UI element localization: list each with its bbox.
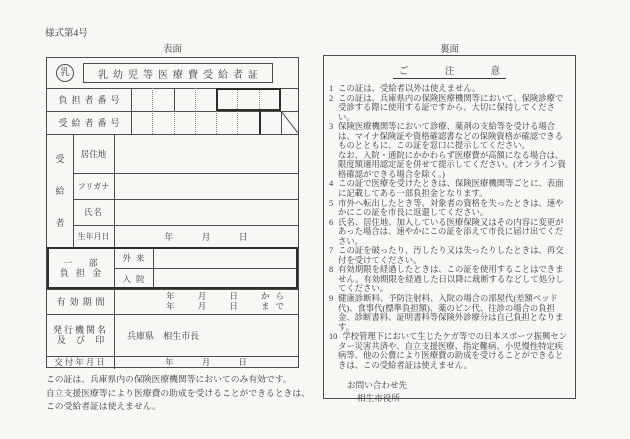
furigana-label: フリガナ: [77, 181, 110, 191]
notice-item-text: 氏名、居住地、加入している医療保険又はその内容に変更があった場合は、速やかにこの証を添えて市長に届け出てください。: [338, 217, 564, 246]
notice-item-text: 保険医療機関等において診療、薬剤の支給等を受ける場合は、マイナ保険証や資格確認書などの保険資格が確認できるものとともに、この証を窓口に提示してください。: [338, 122, 564, 151]
front-footnotes: [46, 373, 310, 414]
issuer-value: 兵庫県 相生市長: [127, 330, 200, 341]
valid-from: 年 月 日 から: [166, 290, 290, 301]
notice-item: [329, 94, 570, 123]
payer-number-label: 負担者番号: [58, 95, 124, 105]
back-notice-panel: [323, 55, 576, 404]
issuer-label-line1: 発行機関名: [52, 324, 108, 335]
digit-separator: [237, 111, 238, 134]
inpatient-label: 入院: [122, 273, 150, 284]
issue-date-label: 交付年月日: [54, 356, 107, 367]
front-footnote-1: この証は、兵庫県内の保険医療機関等においてのみ有効です。: [46, 374, 292, 384]
notice-item-text: 有効期限を経過したときは、この証を使用することはできません。有効期限を経過した日以降に裁断するなどして処分してください。: [338, 265, 564, 294]
contact-value: 相生市役所: [357, 393, 400, 404]
notice-item-text: 学校管理下において生じたケガ等での日本スポーツ振興センター災害共済や、自立支援医療、指定難病、小児慢性特定疾病等、他の公費により医療費の助成を受けることができるときは、この受給者証は使えません。: [338, 332, 568, 370]
notice-item: [329, 122, 570, 151]
notice-item-number: 1: [329, 84, 334, 93]
digit-separator: [237, 88, 238, 111]
notice-item: [329, 294, 570, 332]
copay-label: [47, 247, 114, 289]
digit-separator: [152, 111, 153, 134]
copay-label-line2: 負 担 金: [59, 268, 102, 278]
birthdate-value: 年 月 日: [164, 231, 248, 242]
digit-separator: [195, 111, 196, 134]
notice-item-number: 9: [329, 294, 334, 304]
notice-item-text: この証で医療を受けたときは、保険医療機関等ごとに、表面に記載してある一部負担金となります。: [338, 179, 564, 199]
digit-separator: [259, 111, 261, 134]
notice-item-number: 3: [329, 122, 334, 132]
notice-item-number: 2: [329, 93, 334, 103]
notice-item-number: 7: [329, 246, 334, 256]
notice-item-text: 健康診断料、予防注射料、入院の場合の部屋代(差額ベッド代)、食事代(標準負担額)、薬のビン代、往診の場合の負担金、診断書料、証明書料等保険外診療分は自己負担となります。: [338, 294, 564, 332]
notice-item-number: 8: [329, 265, 334, 275]
notice-item-number: 6: [329, 217, 334, 227]
digit-separator: [195, 88, 196, 111]
notice-item: [329, 246, 570, 265]
notice-item: [329, 218, 570, 247]
copay-label-line1: 一 部: [63, 257, 98, 268]
valid-period-label: 有効期間: [56, 297, 109, 307]
notice-item: [329, 199, 570, 218]
notice-title: [329, 63, 570, 79]
valid-to: 年 月 日 まで: [166, 300, 290, 311]
recipient-group-char: 受: [55, 153, 65, 164]
notice-item-number: 10: [329, 332, 338, 342]
certificate-title: 乳幼児等医療費受給者証: [83, 63, 273, 83]
digit-separator: [174, 111, 175, 134]
notice-item-text: 市外へ転出したとき等、対象者の資格を失ったときは、速やかにこの証を市長に返還してください。: [338, 198, 564, 218]
notice-item-text: なお、入院・通院にかかわらず医療費が高額になる場合は、限度額適用認定証を併せて提示してください。(オンライン資格確認ができる場合を除く。): [338, 150, 566, 179]
recipient-number-label: 受給者番号: [58, 118, 124, 128]
digit-separator: [174, 88, 175, 111]
issue-date-value: 年 月 日: [165, 356, 247, 367]
notice-item: [329, 84, 570, 94]
recipient-group-label: [47, 134, 73, 247]
notice-item: [329, 332, 570, 370]
recipient-group-char: 給: [55, 185, 65, 196]
notice-item-number: 5: [329, 198, 334, 208]
front-table: [46, 57, 299, 368]
issuer-label: [47, 314, 114, 356]
notice-title-text: ご 注 意: [393, 63, 506, 79]
front-side-label: 表面: [162, 45, 182, 55]
notice-item-text: この証は、受給者以外は使えません。: [338, 84, 481, 93]
name-label: 氏名: [83, 207, 103, 217]
form-number: 様式第4号: [45, 29, 88, 39]
back-side-label: 裏面: [439, 45, 459, 55]
birthdate-label: 生年月日: [77, 231, 110, 241]
stamp-circle-mark: 乳: [56, 64, 74, 82]
issuer-label-line2: 及 び 印: [56, 335, 105, 345]
notice-item-text: この証を破ったり、汚したり又は失ったりしたときは、再交付を受けてください。: [338, 246, 564, 265]
contact-label: お問い合わせ先: [347, 380, 408, 391]
outpatient-label: 外来: [122, 252, 150, 263]
digit-separator: [259, 88, 260, 111]
front-footnote-2: 自立支援医療等により医療費の助成を受けることができるときは、この受給者証は使えません。: [46, 387, 310, 411]
rule: [153, 247, 154, 289]
notice-item: [329, 179, 570, 198]
notice-item-continuation: [329, 151, 570, 180]
notice-item-number: 4: [329, 179, 334, 189]
recipient-group-char: 者: [55, 218, 65, 229]
payer-number-highlight-box: [216, 88, 281, 111]
valid-period-value: [114, 289, 298, 314]
digit-separator: [152, 88, 153, 111]
notice-item: [329, 265, 570, 294]
residence-label: 居住地: [80, 148, 107, 159]
diagonal-strike: [281, 111, 298, 133]
rule: [131, 88, 132, 134]
digit-separator: [216, 111, 217, 134]
notice-item-text: この証は、兵庫県内の保険医療機関等において、保険診療で受診する際に使用する証ですから、大切に保持してください。: [338, 93, 564, 122]
